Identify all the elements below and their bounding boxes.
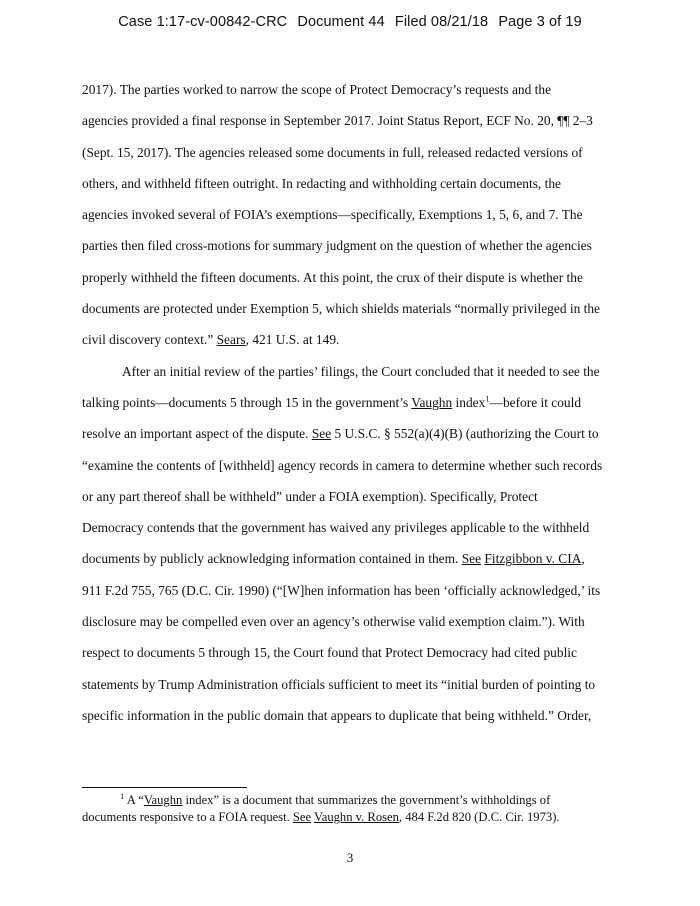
page-number: 3 <box>346 850 354 865</box>
text-segment: index <box>452 394 486 410</box>
text-line: disclosure may be compelled even over an agency’s otherwise valid exemption claim.”). With <box>82 614 585 630</box>
text-segment: A “ <box>124 793 144 807</box>
text-line: Democracy contends that the government has waived any privileges applicable to the withheld <box>82 520 590 536</box>
text-line: statements by Trump Administration officials sufficient to meet its “initial burden of pointing to <box>82 676 596 692</box>
paragraph-start-line: After an initial review of the parties’ filings, the Court concluded that it needed to see the <box>122 363 600 379</box>
text-line: “examine the contents of [withheld] agency records in camera to determine whether such records <box>82 457 603 473</box>
text-segment: 5 U.S.C. § 552(a)(4)(B) (authorizing the Court to <box>331 426 599 442</box>
text-line <box>82 424 618 455</box>
text-segment: documents responsive to a FOIA request. <box>82 810 293 824</box>
case-citation: Vaughn v. Rosen <box>314 810 399 824</box>
footnote-line <box>82 792 622 809</box>
text-line: (Sept. 15, 2017). The agencies released some documents in full, released redacted versions of <box>82 144 583 160</box>
text-segment: index” is a document that summarizes the government’s withholdings of <box>182 793 551 807</box>
text-line: specific information in the public domain that appears to duplicate that being withheld.” Order, <box>82 707 592 723</box>
case-citation: Vaughn <box>411 394 453 410</box>
text-segment: —before it could <box>489 394 582 410</box>
text-segment: documents by publicly acknowledging information contained in them. <box>82 551 462 567</box>
footnote <box>82 792 622 826</box>
text-line <box>82 549 618 580</box>
text-line: agencies invoked several of FOIA’s exemptions—specifically, Exemptions 1, 5, 6, and 7. The <box>82 207 583 223</box>
text-segment: talking points—documents 5 through 15 in the government’s <box>82 394 412 410</box>
signal-word: See <box>461 551 482 567</box>
text-line: or any part thereof shall be withheld” under a FOIA exemption). Specifically, Protect <box>82 488 538 504</box>
text-line: 911 F.2d 755, 765 (D.C. Cir. 1990) (“[W]hen information has been ‘officially acknowledged,’ its <box>82 582 601 598</box>
text-segment: , 484 F.2d 820 (D.C. Cir. 1973). <box>398 810 560 824</box>
text-line: properly withheld the fifteen documents. At this point, the crux of their dispute is whether the <box>82 269 583 285</box>
text-segment: civil discovery context.” <box>82 332 217 348</box>
footnote-reference: 1 <box>485 393 490 404</box>
text-line: 2017). The parties worked to narrow the scope of Protect Democracy’s requests and the <box>82 82 552 97</box>
text-segment: , <box>581 551 585 567</box>
text-line <box>82 330 618 361</box>
document-number: Document 44 <box>297 14 385 30</box>
footnote-number: 1 <box>120 790 125 801</box>
filed-date: Filed 08/21/18 <box>394 14 489 30</box>
text-line: others, and withheld fifteen outright. In redacting and withholding certain documents, the <box>82 175 561 191</box>
case-number: Case 1:17-cv-00842-CRC <box>118 14 288 30</box>
text-line <box>82 393 618 424</box>
text-line: agencies provided a final response in September 2017. Joint Status Report, ECF No. 20, ¶¶ 2–3 <box>82 113 593 129</box>
footnote-divider <box>82 787 247 788</box>
case-citation: Sears <box>216 332 246 348</box>
text-segment: , 421 U.S. at 149. <box>245 332 340 348</box>
footnote-line <box>82 809 622 826</box>
text-segment: resolve an important aspect of the dispute. <box>82 426 312 442</box>
text-line: respect to documents 5 through 15, the Court found that Protect Democracy had cited public <box>82 645 577 661</box>
signal-word: See <box>311 426 332 442</box>
case-citation: Fitzgibbon v. CIA <box>484 551 582 567</box>
case-citation: Vaughn <box>143 793 183 807</box>
case-header <box>0 14 700 30</box>
signal-word: See <box>292 810 312 824</box>
text-line: parties then filed cross-motions for summary judgment on the question of whether the agencies <box>82 238 592 254</box>
text-line: documents are protected under Exemption 5, which shields materials “normally privileged in the <box>82 301 600 317</box>
body-text <box>82 80 618 737</box>
page-indicator: Page 3 of 19 <box>498 14 582 30</box>
